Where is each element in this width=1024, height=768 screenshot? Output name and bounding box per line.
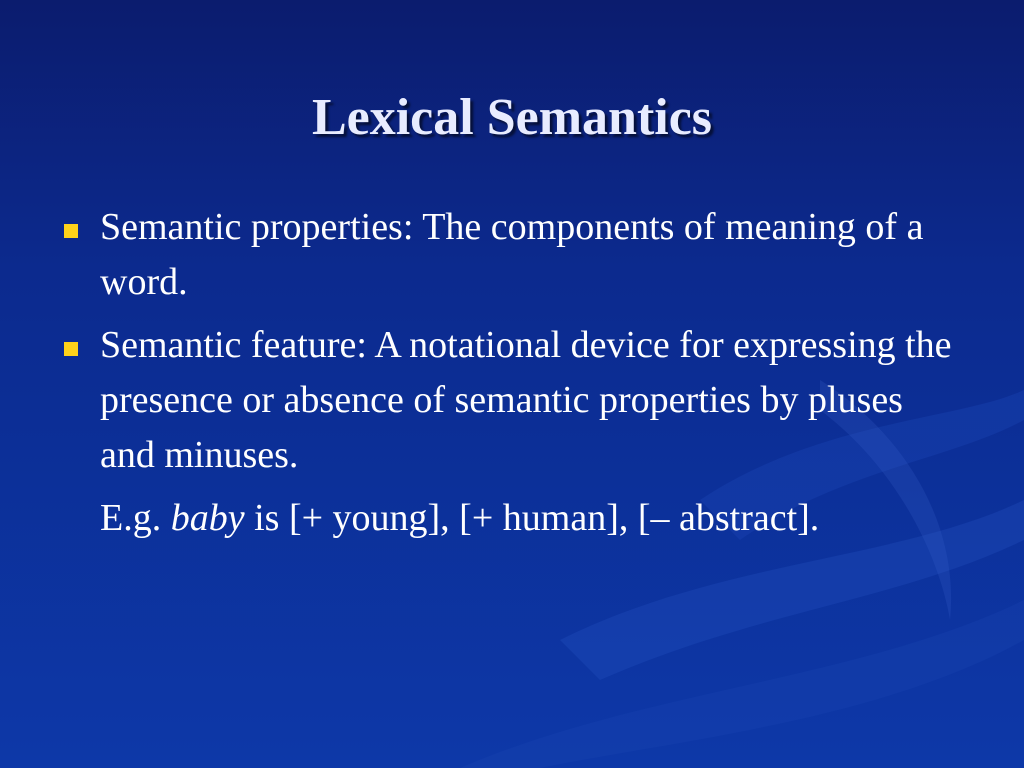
example-line	[62, 491, 962, 546]
bullet-item	[62, 200, 962, 310]
bullet-text: Semantic feature: A notational device for expressing the presence or absence of semantic properties by pluses and minuses.	[100, 324, 952, 476]
square-bullet-icon	[64, 342, 78, 356]
bullet-text: Semantic properties: The components of meaning of a word.	[100, 206, 924, 303]
example-suffix: is [+ young], [+ human], [– abstract].	[244, 497, 820, 539]
bullet-item	[62, 318, 962, 483]
slide-title: Lexical Semantics	[311, 89, 713, 146]
slide-content	[62, 200, 962, 546]
example-prefix: E.g.	[100, 497, 171, 539]
square-bullet-icon	[64, 224, 78, 238]
example-word: baby	[170, 497, 245, 539]
